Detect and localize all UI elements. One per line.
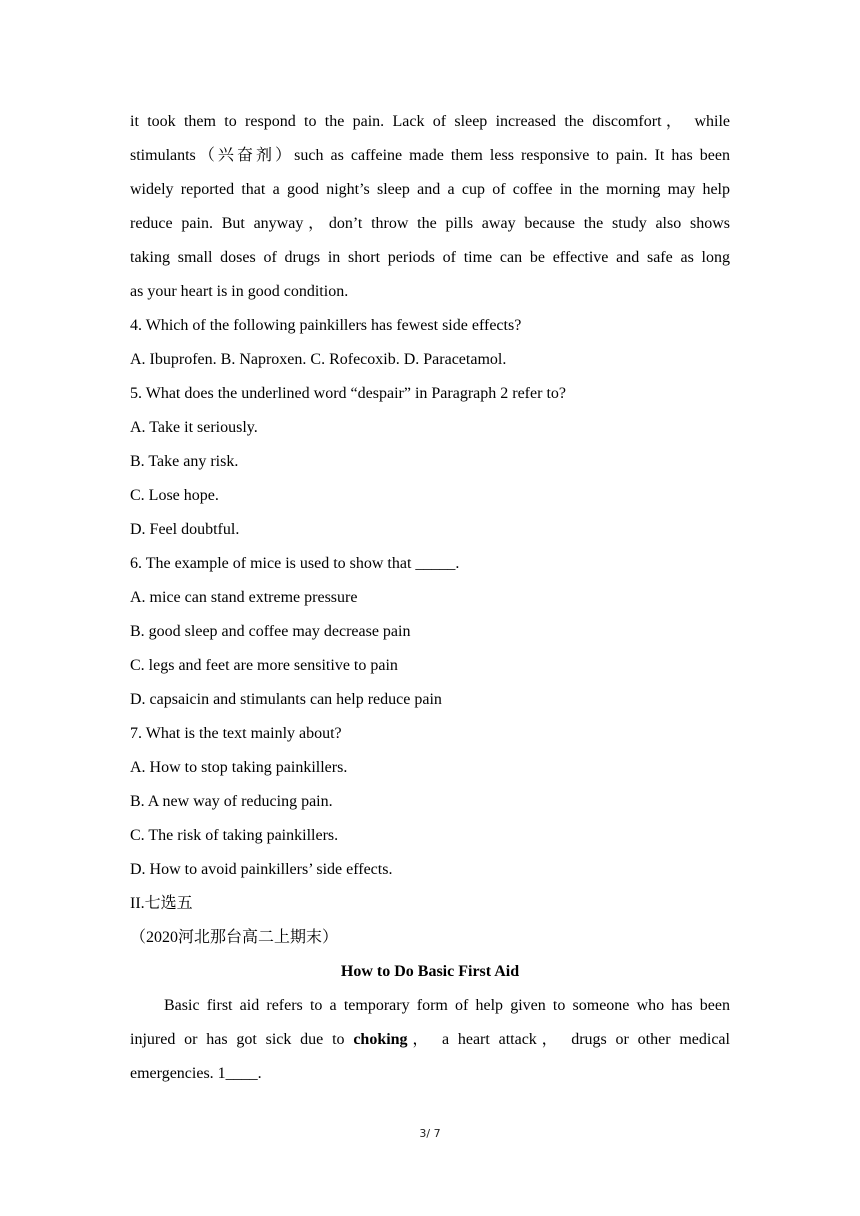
question-stem: 5. What does the underlined word “despair” in Paragraph 2 refer to? — [130, 385, 566, 402]
section-heading: II.七选五 — [130, 895, 193, 912]
question-option: B. Take any risk. — [130, 453, 239, 470]
question-option: C. Lose hope. — [130, 487, 219, 504]
question-option: A. Take it seriously. — [130, 419, 258, 436]
paragraph-line: emergencies. 1____. — [130, 1065, 262, 1082]
passage-line: taking small doses of drugs in short periods of time can be effective and safe as long — [130, 249, 730, 266]
question-option: D. Feel doubtful. — [130, 521, 240, 538]
question-option: A. Ibuprofen. B. Naproxen. C. Rofecoxib. D. Paracetamol. — [130, 351, 507, 368]
question-stem: 7. What is the text mainly about? — [130, 725, 342, 742]
paragraph-text: injured or has got sick due to — [130, 1031, 354, 1048]
passage-line: stimulants（兴奋剂）such as caffeine made them less responsive to pain. It has been — [130, 147, 730, 164]
page-number: 3/ 7 — [419, 1127, 441, 1140]
paragraph-line — [130, 1023, 730, 1057]
question-option: C. The risk of taking painkillers. — [130, 827, 339, 844]
question-option: D. capsaicin and stimulants can help reduce pain — [130, 691, 442, 708]
question-option: B. A new way of reducing pain. — [130, 793, 333, 810]
question-stem: 4. Which of the following painkillers has fewest side effects? — [130, 317, 522, 334]
paragraph-text: ， a heart attack， drugs or other medical — [407, 1031, 730, 1048]
article-title: How to Do Basic First Aid — [340, 963, 520, 980]
question-option: D. How to avoid painkillers’ side effects. — [130, 861, 393, 878]
section-source: （2020河北那台高二上期末） — [130, 929, 339, 946]
page-content — [130, 105, 730, 1091]
question-option: A. mice can stand extreme pressure — [130, 589, 358, 606]
question-option: A. How to stop taking painkillers. — [130, 759, 348, 776]
question-option: B. good sleep and coffee may decrease pain — [130, 623, 411, 640]
passage-line: as your heart is in good condition. — [130, 283, 349, 300]
passage-line: widely reported that a good night’s sleep and a cup of coffee in the morning may help — [130, 181, 730, 198]
question-stem: 6. The example of mice is used to show that _____. — [130, 555, 460, 572]
paragraph-line: Basic first aid refers to a temporary form of help given to someone who has been — [164, 997, 730, 1014]
bold-term: choking — [353, 1031, 408, 1048]
passage-line: reduce pain. But anyway，don’t throw the pills away because the study also shows — [130, 215, 730, 232]
question-option: C. legs and feet are more sensitive to pain — [130, 657, 398, 674]
passage-line: it took them to respond to the pain. Lack of sleep increased the discomfort， while — [130, 113, 730, 130]
